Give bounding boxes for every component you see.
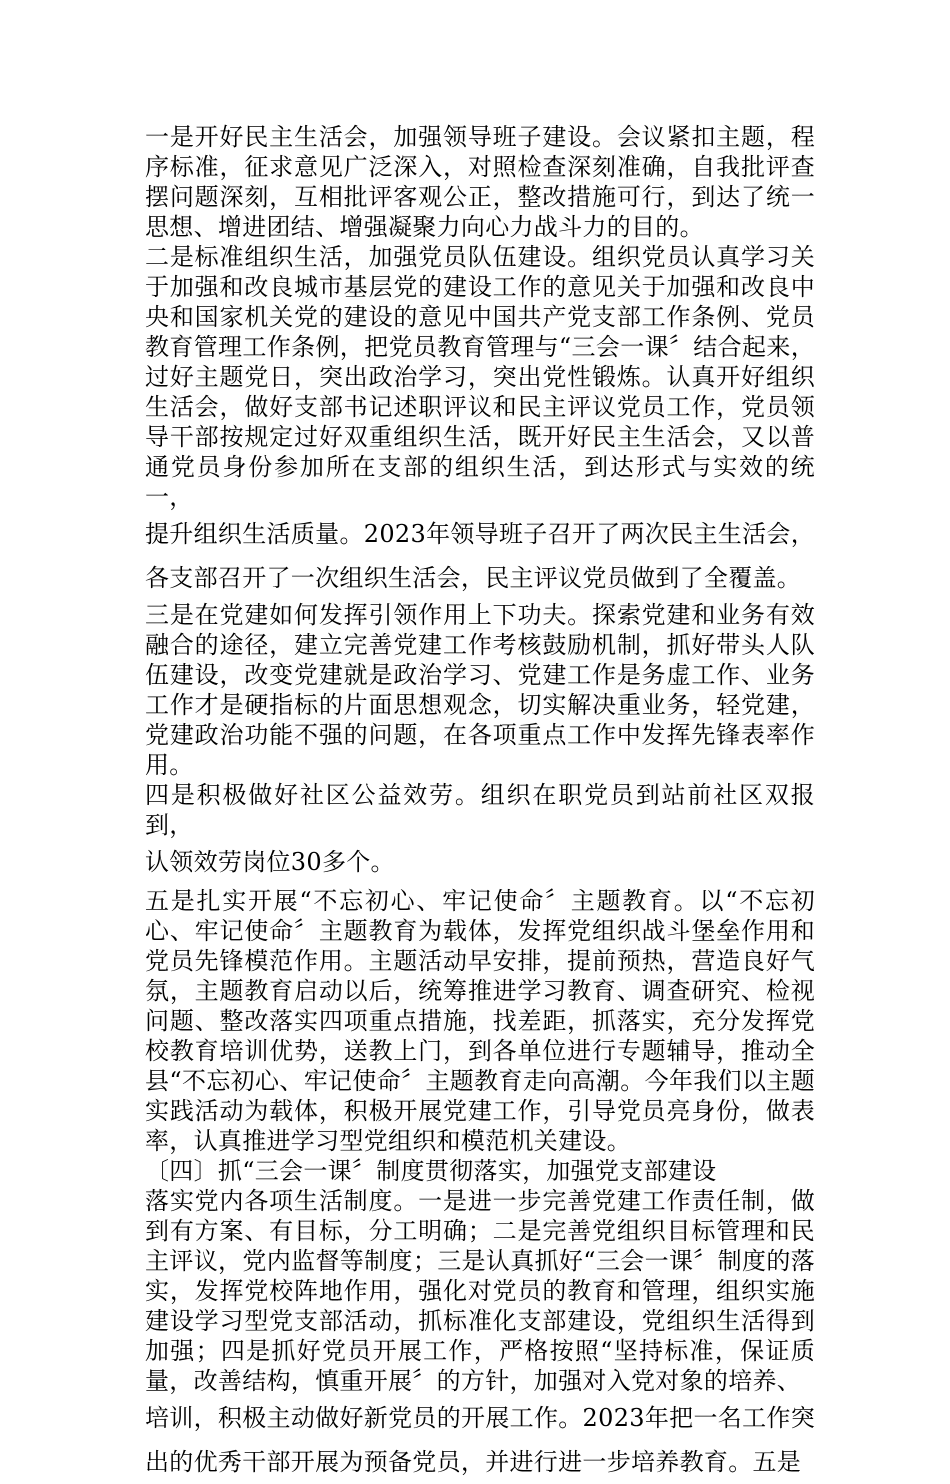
paragraph-7: 五是扎实开展“不忘初心、牢记使命〞主题教育。以“不忘初心、牢记使命〞主题教育为载体，发挥党组织战斗堡垒作用和党员先锋模范作用。主题活动早安排，提前预热，营造良好气氛，主题教育启动以后，统筹推进学习教育、调查研究、检视问题、整改落实四项重点措施，找差距，抓落实，充分发挥党校教育培训优势，送教上门，到各单位进行专题辅导，推动全县“不忘初心、牢记使命〞主题教育走向高潮。今年我们以主题实践活动为载体，积极开展党建工作，引导党员亮身份，做表率，认真推进学习型党组织和模范机关建设。 xyxy=(145,887,815,1155)
paragraph-4: 三是在党建如何发挥引领作用上下功夫。探索党建和业务有效融合的途径，建立完善党建工作考核鼓励机制，抓好带头人队伍建设，改变党建就是政治学习、党建工作是务虚工作、业务工作才是硬指标的片面思想观念，切实解决重业务，轻党建，党建政治功能不强的问题，在各项重点工作中发挥先锋表率作用。 xyxy=(145,601,815,779)
paragraph-1: 一是开好民主生活会，加强领导班子建设。会议紧扣主题，程序标准，征求意见广泛深入，对照检查深刻准确，自我批评查摆问题深刻，互相批评客观公正，整改措施可行，到达了统一思想、增进团结、增强凝聚力向心力战斗力的目的。 xyxy=(145,123,815,241)
paragraph-8: 落实党内各项生活制度。一是进一步完善党建工作责任制，做到有方案、有目标，分工明确；二是完善党组织目标管理和民主评议，党内监督等制度；三是认真抓好“三会一课〞制度的落实，发挥党校阵地作用，强化对党员的教育和管理，组织实施建设学习型党支部活动，抓标准化支部建设，党组织生活得到加强；四是抓好党员开展工作，严格按照“坚持标准，保证质量，改善结构，慎重开展〞的方针，加强对入党对象的培养、 xyxy=(145,1187,815,1395)
paragraph-3: 提升组织生活质量。2023年领导班子召开了两次民主生活会，各支部召开了一次组织生活会，民主评议党员做到了全覆盖。 xyxy=(145,520,815,592)
paragraph-6: 认领效劳岗位30多个。 xyxy=(145,848,395,876)
paragraph-2: 二是标准组织生活，加强党员队伍建设。组织党员认真学习关于加强和改良城市基层党的建设工作的意见关于加强和改良中央和国家机关党的建设的意见中国共产党支部工作条例、党员教育管理工作条例，把党员教育管理与“三会一课〞结合起来，过好主题党日，突出政治学习，突出党性锻炼。认真开好组织生活会，做好支部书记述职评议和民主评议党员工作，党员领导干部按规定过好双重组织生活，既开好民主生活会，又以普通党员身份参加所在支部的组织生活，到达形式与实效的统一， xyxy=(145,243,815,511)
section-heading: 〔四〕抓“三会一课〞制度贯彻落实，加强党支部建设 xyxy=(145,1157,717,1185)
paragraph-9: 培训，积极主动做好新党员的开展工作。2023年把一名工作突出的优秀干部开展为预备党员，并进行进一步培养教育。五是 xyxy=(145,1404,815,1476)
paragraph-5: 四是积极做好社区公益效劳。组织在职党员到站前社区双报到， xyxy=(145,781,815,839)
document-body xyxy=(145,122,815,1484)
